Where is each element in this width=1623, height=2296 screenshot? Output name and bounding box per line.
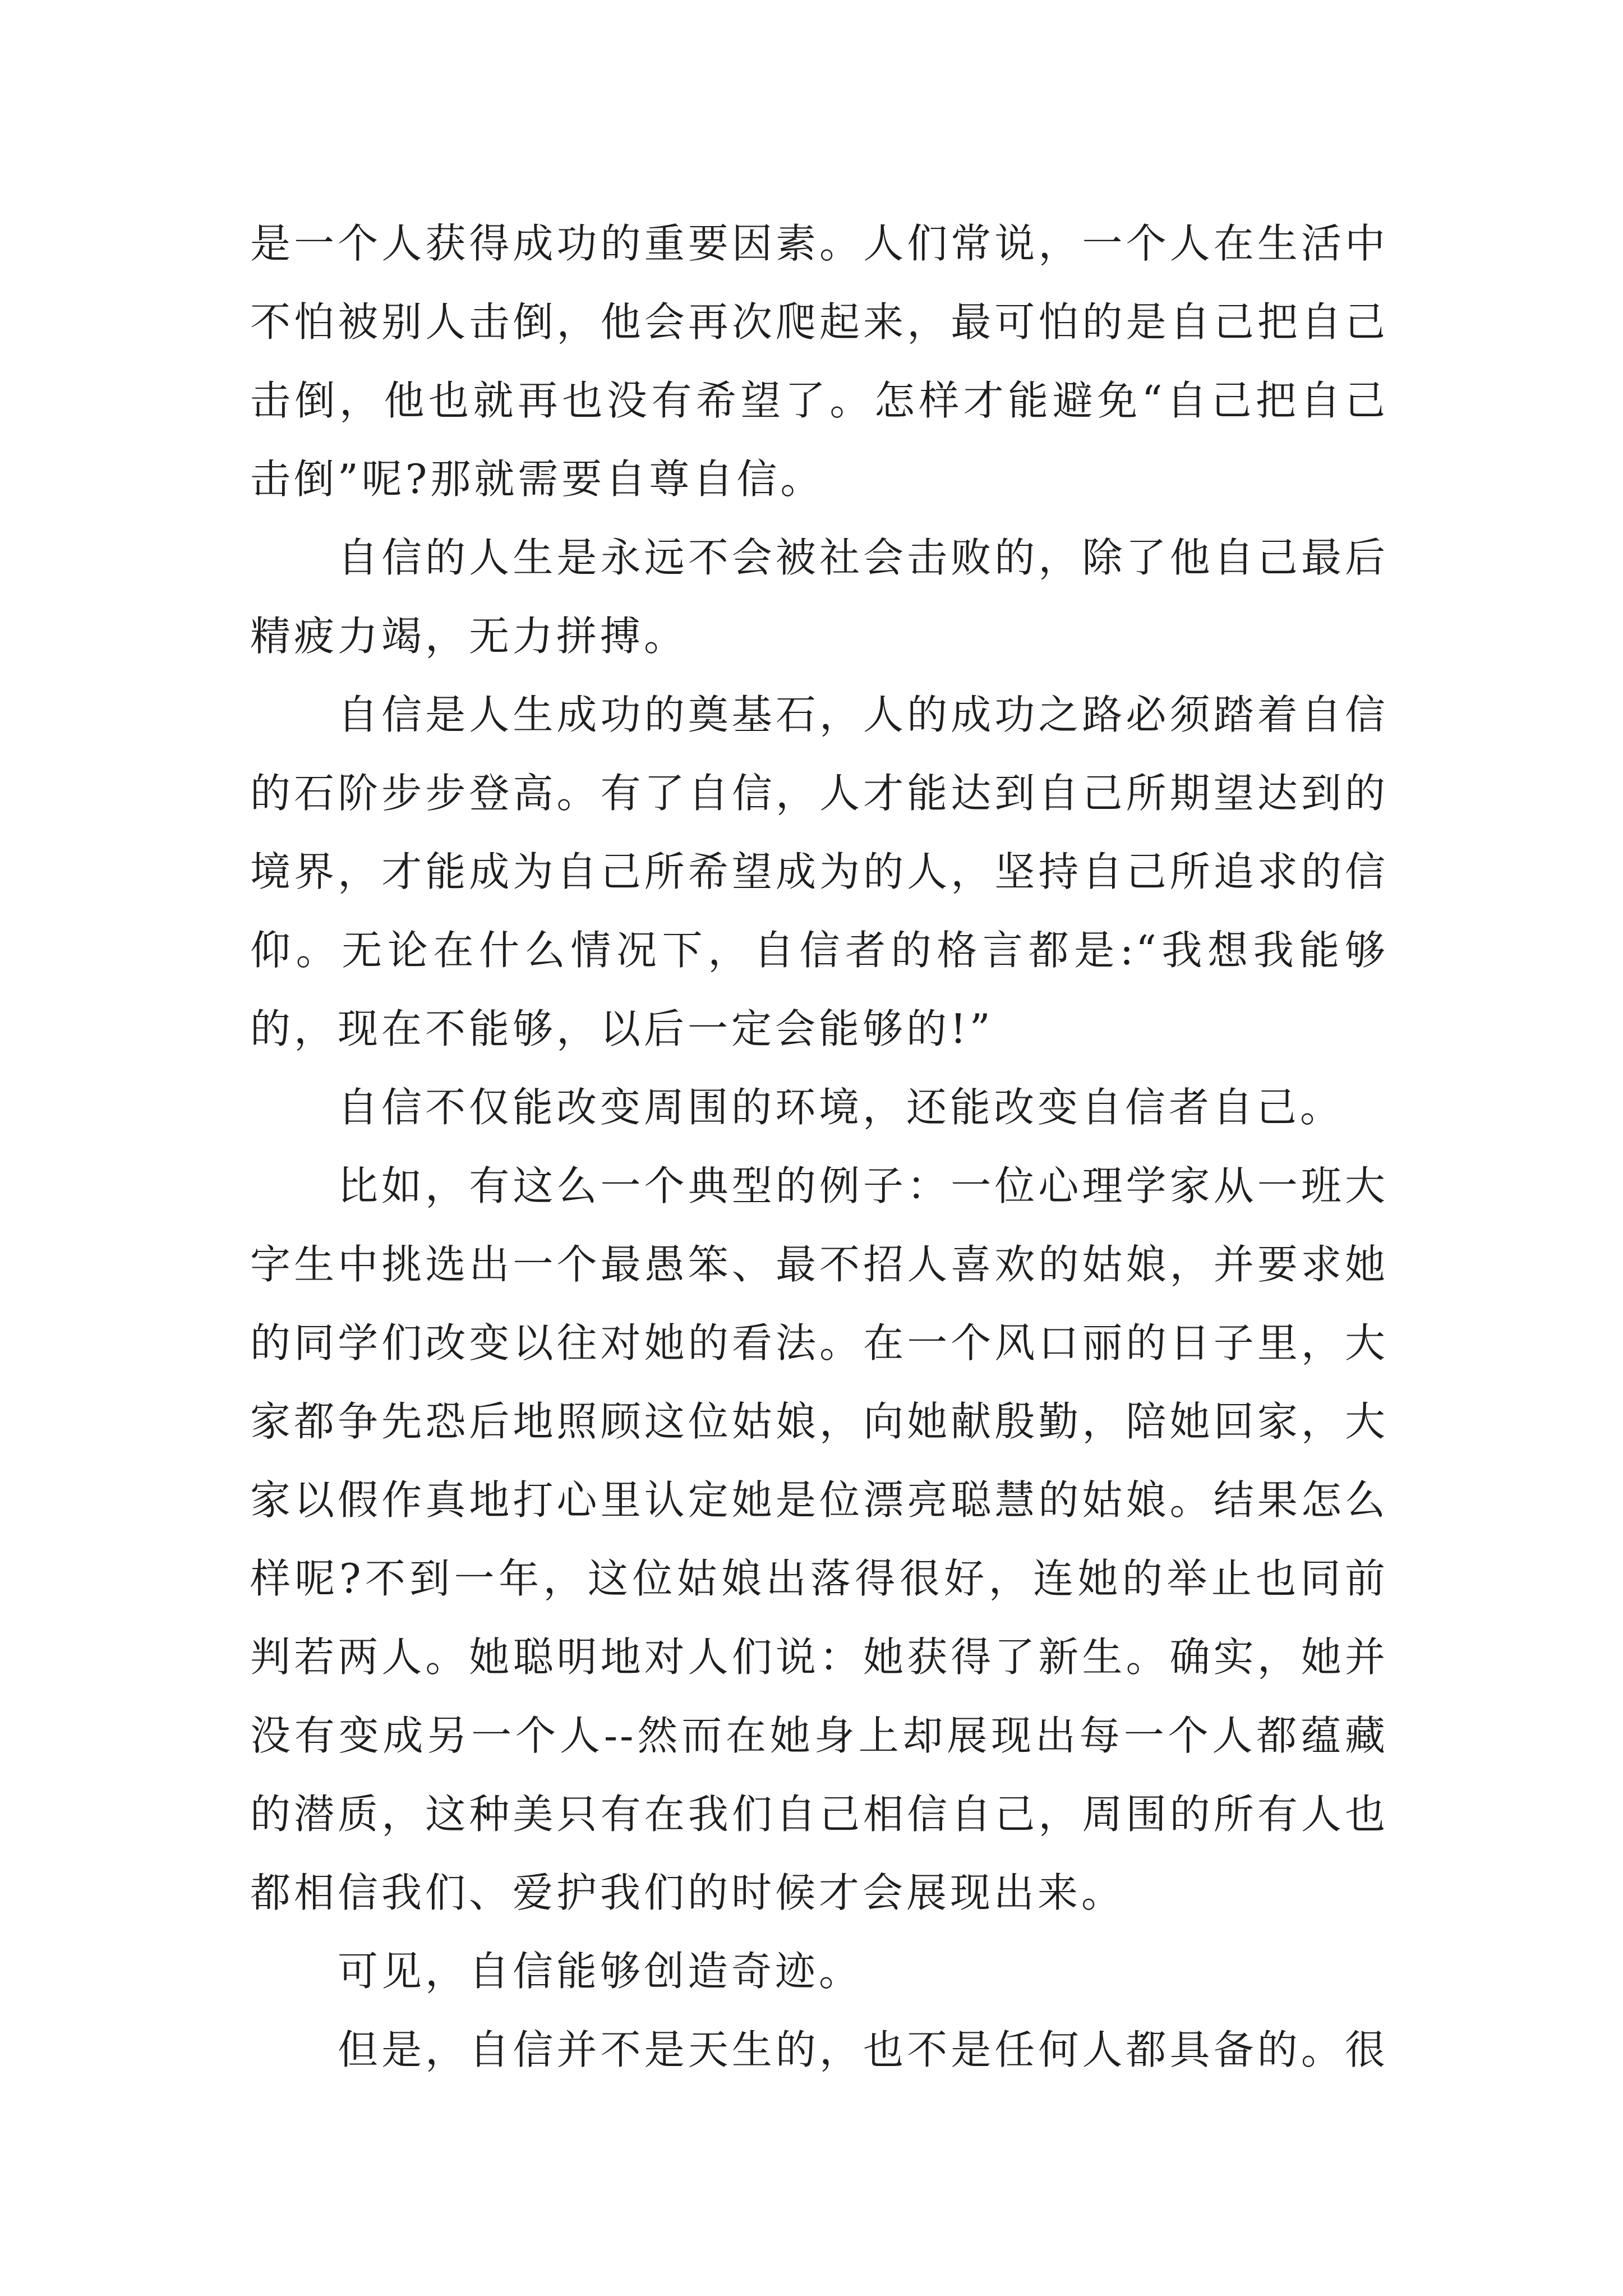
text-line: 家以假作真地打心里认定她是位漂亮聪慧的姑娘。结果怎么 xyxy=(250,1476,1387,1524)
text-line: 是一个人获得成功的重要因素。人们常说，一个人在生活中 xyxy=(250,220,1387,267)
paragraph xyxy=(250,2010,1387,2089)
text-line: 可见，自信能够创造奇迹。 xyxy=(338,1948,863,1995)
text-line: 击倒，他也就再也没有希望了。怎样才能避免“自己把自己 xyxy=(250,377,1387,424)
text-line: 精疲力竭，无力拼搏。 xyxy=(250,613,688,660)
text-line: 比如，有这么一个典型的例子：一位心理学家从一班大 xyxy=(338,1162,1387,1209)
paragraph xyxy=(250,204,1387,518)
text-line: 但是，自信并不是天生的，也不是任何人都具备的。很 xyxy=(338,2026,1387,2073)
text-line: 判若两人。她聪明地对人们说：她获得了新生。确实，她并 xyxy=(250,1634,1387,1681)
paragraph xyxy=(250,1932,1387,2010)
text-line: 自信是人生成功的奠基石，人的成功之路必须踏着自信 xyxy=(338,691,1387,738)
text-line: 的潜质，这种美只有在我们自己相信自己，周围的所有人也 xyxy=(250,1791,1387,1838)
text-line: 的，现在不能够，以后一定会能够的!” xyxy=(250,1005,994,1052)
text-line: 仰。无论在什么情况下，自信者的格言都是:“我想我能够 xyxy=(250,927,1387,974)
text-line: 都相信我们、爱护我们的时候才会展现出来。 xyxy=(250,1869,1126,1916)
text-line: 击倒”呢?那就需要自尊自信。 xyxy=(250,455,824,503)
text-line: 自信不仅能改变周围的环境，还能改变自信者自己。 xyxy=(338,1084,1344,1131)
paragraph xyxy=(250,518,1387,675)
text-line: 样呢?不到一年，这位姑娘出落得很好，连她的举止也同前 xyxy=(250,1555,1387,1602)
text-line: 的石阶步步登高。有了自信，人才能达到自己所期望达到的 xyxy=(250,770,1387,817)
paragraph xyxy=(250,1068,1387,1147)
text-line: 不怕被别人击倒，他会再次爬起来，最可怕的是自己把自己 xyxy=(250,298,1387,346)
text-line: 家都争先恐后地照顾这位姑娘，向她献殷勤，陪她回家，大 xyxy=(250,1398,1387,1445)
text-line: 自信的人生是永远不会被社会击败的，除了他自己最后 xyxy=(338,534,1387,581)
paragraph xyxy=(250,1147,1387,1932)
text-line: 字生中挑选出一个最愚笨、最不招人喜欢的姑娘，并要求她 xyxy=(250,1241,1387,1288)
paragraph xyxy=(250,675,1387,1068)
text-line: 没有变成另一个人--然而在她身上却展现出每一个人都蕴藏 xyxy=(250,1712,1387,1759)
document-body xyxy=(250,204,1387,2089)
text-line: 的同学们改变以往对她的看法。在一个风口丽的日子里，大 xyxy=(250,1319,1387,1366)
text-line: 境界，才能成为自己所希望成为的人，坚持自己所追求的信 xyxy=(250,848,1387,895)
